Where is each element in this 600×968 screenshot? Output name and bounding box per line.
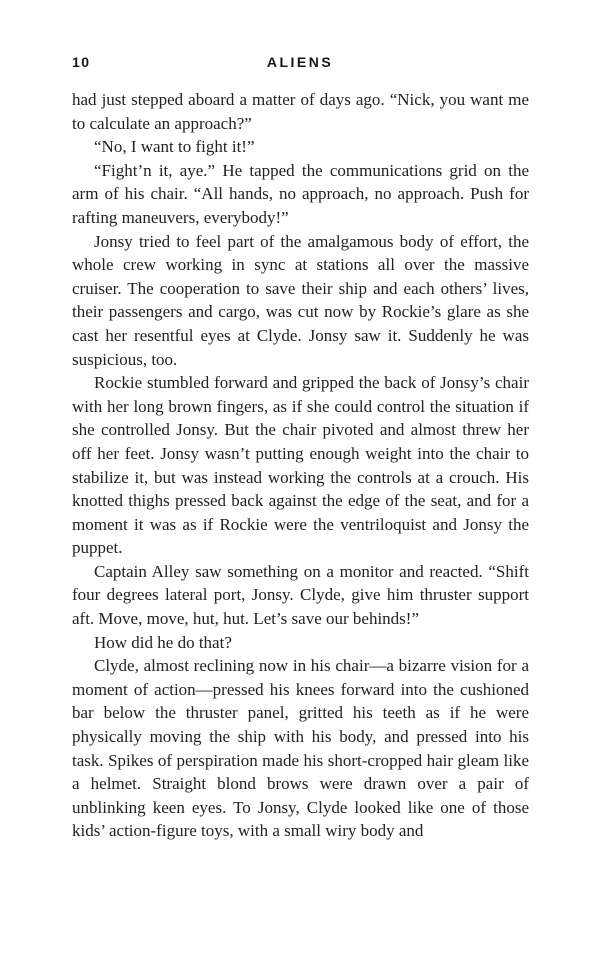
paragraph: Jonsy tried to feel part of the amalgamous body of effort, the whole crew working in sync at stations all over the massive cruiser. The cooperation to save their ship and each others’ lives, their passengers and cargo, was cut now by Rockie’s glare as she cast her resentful eyes at Clyde. Jonsy saw it. Suddenly he was suspicious, too.: [72, 231, 529, 369]
paragraph: Captain Alley saw something on a monitor and reacted. “Shift four degrees lateral port, Jonsy. Clyde, give him thruster support aft. Move, move, hut, hut. Let’s save our behinds!”: [72, 561, 529, 629]
page-body: [72, 88, 529, 843]
paragraph: had just stepped aboard a matter of days ago. “Nick, you want me to calculate an approach?”: [72, 90, 529, 133]
paragraph: Clyde, almost reclining now in his chair—a bizarre vision for a moment of action—pressed his knees forward into the cushioned bar below the thruster panel, gritted his teeth as if he were physically moving the ship with his body, and pressed into his task. Spikes of perspiration made his short-cropped hair gleam like a helmet. Straight blond brows were drawn over a pair of unblinking keen eyes. To Jonsy, Clyde looked like one of those kids’ action-figure toys, with a small wiry body and: [72, 656, 529, 841]
paragraph: Rockie stumbled forward and gripped the back of Jonsy’s chair with her long brown fingers, as if she could control the situation if she controlled Jonsy. But the chair pivoted and almost threw her off her feet. Jonsy wasn’t putting enough weight into the chair to stabilize it, but was instead working the controls at a crouch. His knotted thighs pressed back against the edge of the seat, and for a moment it was as if Rockie were the ventriloquist and Jonsy the puppet.: [72, 373, 529, 558]
paragraph: “No, I want to fight it!”: [94, 137, 255, 157]
page-header: [72, 54, 528, 72]
page-number: 10: [72, 54, 91, 70]
paragraph: How did he do that?: [94, 632, 232, 652]
running-title: ALIENS: [266, 54, 334, 70]
paragraph: “Fight’n it, aye.” He tapped the communications grid on the arm of his chair. “All hands, no approach, no approach. Push for rafting maneuvers, everybody!”: [72, 160, 529, 227]
